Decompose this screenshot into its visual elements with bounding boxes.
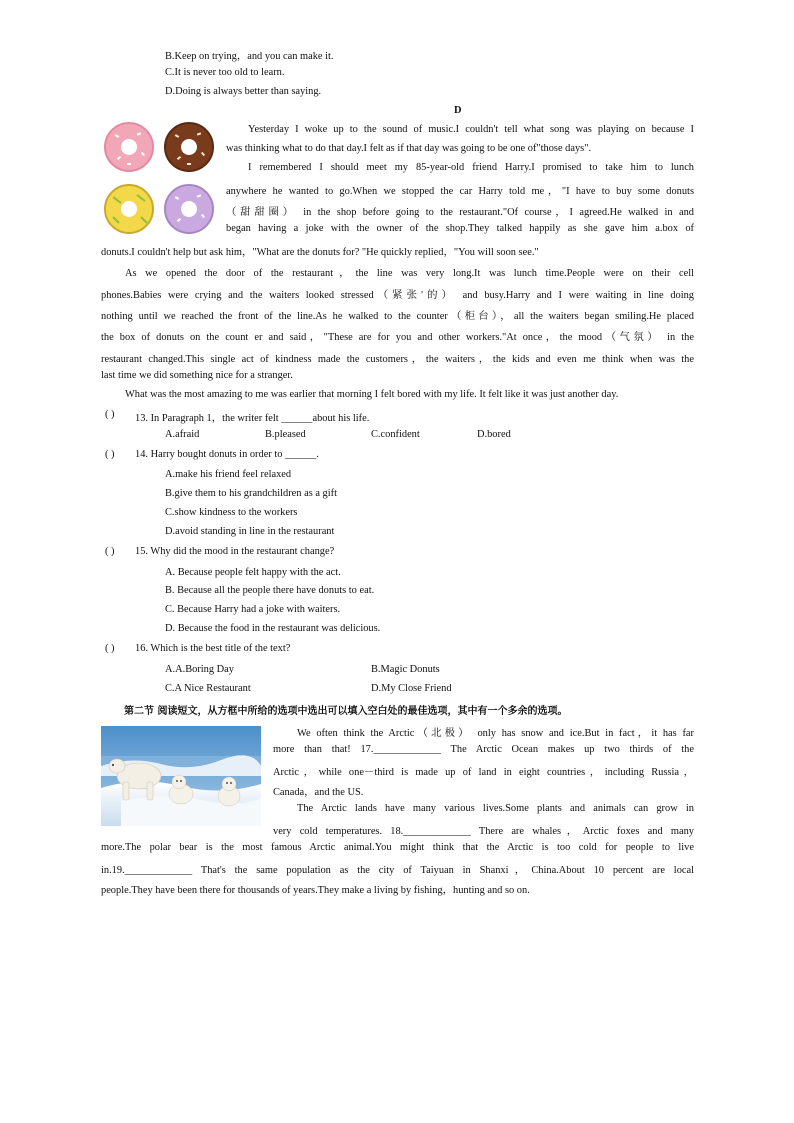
polar-bears-image (101, 726, 261, 826)
passage-line: We often think the Arctic（北极） only has snow and ice.But in fact，it has far (297, 728, 694, 739)
chocolate-donut-icon (165, 123, 213, 171)
passage-line: As we opened the door of the restaurant，the line was very long.It was lunch time.People were on their cell (125, 268, 694, 279)
lilac-donut-icon (165, 185, 213, 233)
question-stem: 13. In Paragraph 1，the writer felt ______about his life. (135, 413, 370, 424)
prev-option-b: B.Keep on trying，and you can make it. (165, 51, 334, 62)
option-b: B. Because all the people there have donuts to eat. (165, 585, 375, 596)
option-d: D.My Close Friend (371, 683, 452, 694)
passage-line: restaurant changed.This single act of kindness made the customers，the waiters，the kids and even me think when was the (101, 354, 694, 365)
option-b: B.Magic Donuts (371, 664, 440, 675)
section-d-heading: D (454, 105, 462, 116)
option-b: B.pleased (265, 429, 306, 440)
section-2-heading: 第二节 阅读短文，从方框中所给的选项中选出可以填入空白处的最佳选项，其中有一个多余的选项。 (124, 706, 568, 717)
question-stem: 15. Why did the mood in the restaurant change? (135, 546, 335, 557)
option-d: D. Because the food in the restaurant was delicious. (165, 623, 381, 634)
passage-line: was thinking what to do that day.I felt as if that day was going to be one of"those days". (226, 143, 592, 154)
question-stem: 14. Harry bought donuts in order to ______. (135, 449, 319, 460)
option-c: C. Because Harry had a joke with waiters. (165, 604, 341, 615)
option-c: C.show kindness to the workers (165, 507, 298, 518)
passage-line: Canada，and the US. (273, 787, 364, 798)
question-stem: 16. Which is the best title of the text? (135, 643, 291, 654)
answer-blank[interactable]: ( ) (105, 546, 115, 557)
option-a: A.make his friend feel relaxed (165, 469, 292, 480)
option-a: A.A.Boring Day (165, 664, 234, 675)
option-c: C.A Nice Restaurant (165, 683, 251, 694)
option-b: B.give them to his grandchildren as a gift (165, 488, 337, 499)
prev-option-d: D.Doing is always better than saying. (165, 86, 322, 97)
passage-line: nothing until we reached the front of the line.As he walked to the counter（柜台），all the waiters began smiling.He placed (101, 311, 694, 322)
passage-line: What was the most amazing to me was earlier that morning I felt bored with my life. It felt like it was just another day. (125, 389, 619, 400)
passage-line: donuts.I couldn't help but ask him，"What are the donuts for? "He quickly replied，"You will soon see." (101, 247, 539, 258)
pink-donut-icon (105, 123, 153, 171)
passage-line: very cold temperatures. 18._____________ There are whales，Arctic foxes and many (273, 826, 694, 837)
passage-line: more than that! 17._____________ The Arctic Ocean makes up two thirds of the (273, 744, 694, 755)
passage-line: people.They have been there for thousands of years.They make a living by fishing，hunting and so on. (101, 885, 530, 896)
passage-line: The Arctic lands have many various lives.Some plants and animals can grow in (297, 803, 694, 814)
passage-line: in.19._____________ That's the same population as the city of Taiyuan in Shanxi，China.About 10 percent are local (101, 865, 694, 876)
passage-line: phones.Babies were crying and the waiters looked stressed（紧张'的） and busy.Harry and I were waiting in line doing (101, 290, 694, 301)
passage-line: Yesterday I woke up to the sound of music.I couldn't tell what song was playing on because I (248, 124, 694, 135)
option-d: D.avoid standing in line in the restaurant (165, 526, 335, 537)
answer-blank[interactable]: ( ) (105, 643, 115, 654)
passage-line: the box of donuts on the count er and said，"These are for you and other workers."At once，the mood（气氛） in the (101, 332, 694, 343)
yellow-donut-icon (105, 185, 153, 233)
option-d: D.bored (477, 429, 511, 440)
passage-line: began having a joke with the owner of the shop.They talked happily as she gave him a.box of (226, 223, 694, 234)
option-a: A. Because people felt happy with the act. (165, 567, 341, 578)
passage-line: Arctic，while one－third is made up of land in eight countries，including Russia， (273, 767, 694, 778)
answer-blank[interactable]: ( ) (105, 449, 115, 460)
answer-blank[interactable]: ( ) (105, 409, 115, 420)
passage-line: last time we did something nice for a stranger. (101, 370, 293, 381)
option-c: C.confident (371, 429, 420, 440)
donuts-image (101, 119, 217, 237)
passage-line: （甜甜圈） in the shop before going to the restaurant."Of course，I agreed.He walked in and (226, 207, 694, 218)
passage-line: more.The polar bear is the most famous Arctic animal.You might think that the Arctic is too cold for people to live (101, 842, 694, 853)
passage-line: I remembered I should meet my 85-year-old friend Harry.I promised to take him to lunch (248, 162, 694, 173)
option-a: A.afraid (165, 429, 200, 440)
prev-option-c: C.It is never too old to learn. (165, 67, 285, 78)
passage-line: anywhere he wanted to go.When we stopped the car Harry told me，"I have to buy some donuts (226, 186, 694, 197)
